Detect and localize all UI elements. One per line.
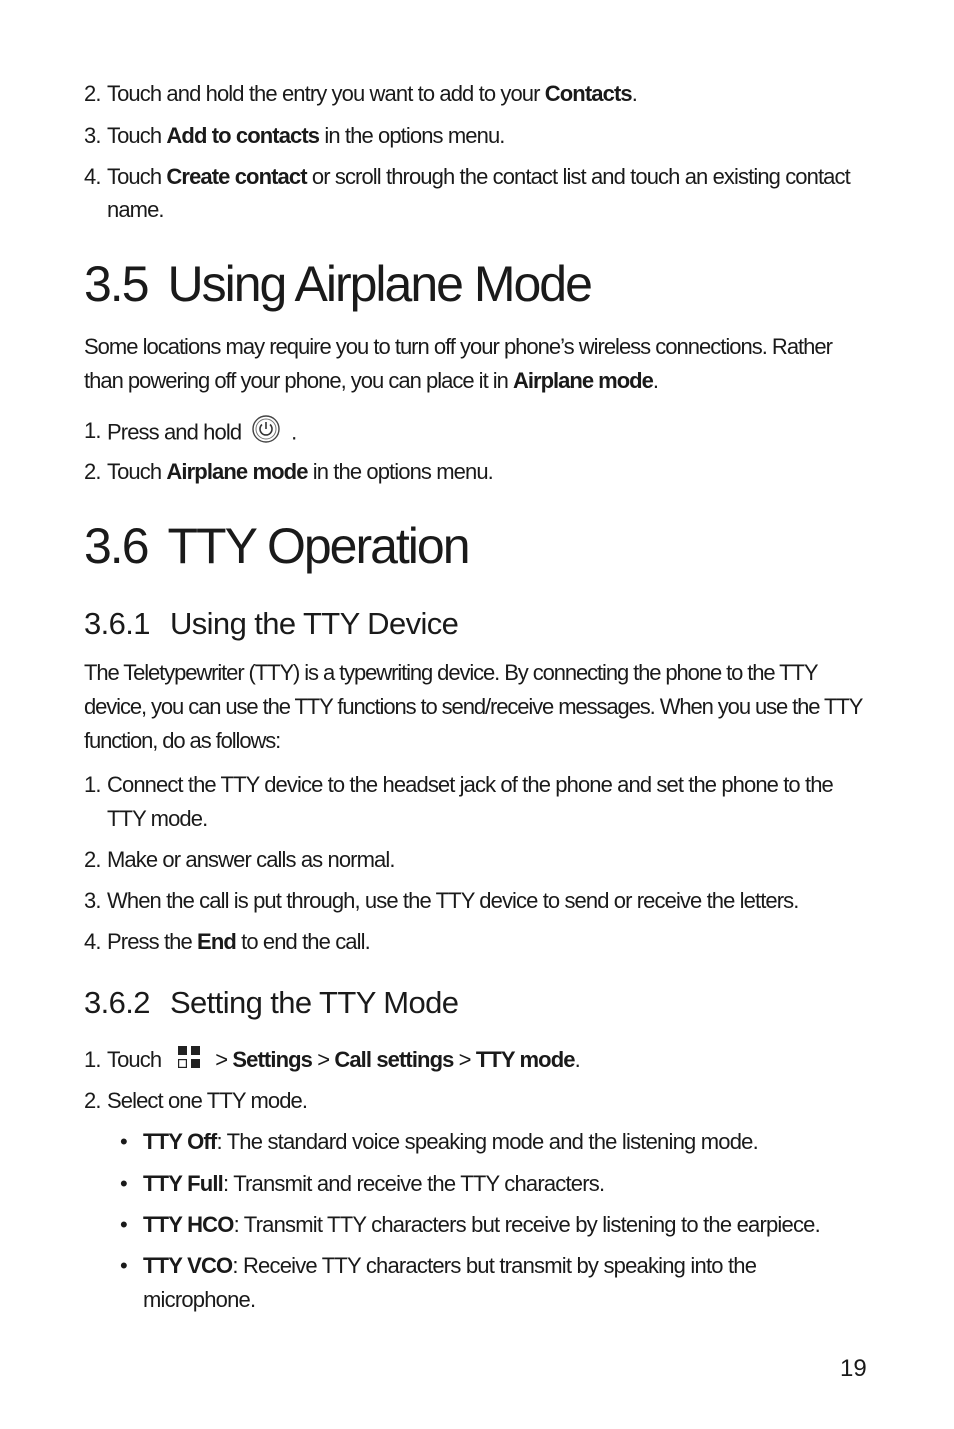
step-4-create-contact: [84, 160, 874, 226]
bold-term: TTY HCO: [143, 1212, 234, 1237]
step-3-add-to-contacts: [84, 119, 874, 152]
step-number: 4.: [84, 929, 101, 954]
step-text: Touch Add to contacts in the options menu.: [107, 123, 505, 148]
bold-term-call-settings: Call settings: [334, 1047, 454, 1072]
step-text: Touch Airplane mode in the options menu.: [107, 459, 493, 484]
bullet-tty-off: • TTY Off: The standard voice speaking mode and the listening mode.: [120, 1125, 860, 1159]
tty-device-step-2: [84, 843, 874, 876]
step-text: Select one TTY mode.: [107, 1088, 308, 1113]
step-number: 4.: [84, 164, 101, 189]
bold-term: TTY Off: [143, 1129, 217, 1154]
bold-term-settings: Settings: [232, 1047, 312, 1072]
bullet-marker: •: [120, 1253, 127, 1278]
bullet-marker: •: [120, 1171, 127, 1196]
bullet-marker: •: [120, 1212, 127, 1237]
power-icon: [251, 414, 281, 453]
step-text: Press and hold .: [84, 414, 874, 453]
heading-airplane-mode: [84, 254, 591, 314]
heading-setting-tty-mode: [84, 983, 458, 1023]
airplane-step-2: [84, 455, 874, 488]
step-number: 1.: [84, 418, 101, 443]
step-number: 3.: [84, 888, 101, 913]
section-number: 3.5: [84, 256, 148, 312]
step-number: 2.: [84, 847, 101, 872]
subsection-title: Setting the TTY Mode: [169, 985, 459, 1020]
step-number: 3.: [84, 123, 101, 148]
section-title: TTY Operation: [167, 518, 469, 574]
heading-using-tty-device: [84, 604, 458, 644]
step-number: 1.: [84, 772, 101, 797]
step-number: 2.: [84, 81, 101, 106]
step-text: Make or answer calls as normal.: [107, 847, 395, 872]
tty-device-step-4: [84, 925, 874, 958]
bold-term: Airplane mode: [166, 459, 308, 484]
section-title: Using Airplane Mode: [167, 256, 591, 312]
page-number: 19: [840, 1355, 867, 1382]
subsection-number: 3.6.1: [84, 606, 150, 641]
section-number: 3.6: [84, 518, 148, 574]
apps-grid-icon: [177, 1045, 201, 1078]
step-text: When the call is put through, use the TTY device to send or receive the letters.: [107, 888, 799, 913]
tty-device-step-1: [84, 768, 874, 836]
bullet-tty-hco: • TTY HCO: Transmit TTY characters but receive by listening to the earpiece.: [120, 1208, 860, 1242]
subsection-number: 3.6.2: [84, 985, 150, 1020]
bold-term: Create contact: [166, 164, 307, 189]
heading-tty-operation: [84, 516, 469, 576]
bold-term: Add to contacts: [166, 123, 320, 148]
bold-term: Airplane mode: [513, 368, 653, 393]
subsection-title: Using the TTY Device: [169, 606, 459, 641]
bold-term: Contacts: [544, 81, 632, 106]
tty-mode-step-1: [84, 1043, 874, 1078]
bold-term: TTY Full: [143, 1171, 223, 1196]
step-2-add-contact: [84, 77, 874, 110]
step-text: Touch Create contact or scroll through the contact list and touch an existing contact name.: [107, 164, 850, 222]
step-text: Touch and hold the entry you want to add to your Contacts.: [107, 81, 637, 106]
bold-term-tty-mode: TTY mode: [475, 1047, 575, 1072]
step-number: 1.: [84, 1047, 101, 1072]
bold-term: TTY VCO: [143, 1253, 233, 1278]
step-number: 2.: [84, 459, 101, 484]
airplane-step-1: [84, 414, 874, 453]
step-text: Press the End to end the call.: [107, 929, 370, 954]
step-text: Connect the TTY device to the headset jack of the phone and set the phone to the TTY mode.: [107, 772, 833, 831]
bullet-tty-vco: • TTY VCO: Receive TTY characters but transmit by speaking into the microphone.: [120, 1249, 860, 1317]
bullet-tty-full: • TTY Full: Transmit and receive the TTY characters.: [120, 1167, 860, 1201]
airplane-intro-paragraph: Some locations may require you to turn off your phone’s wireless connections. Rather than powering off your phone, you can place it in Airplane mode.: [84, 334, 832, 393]
bullet-marker: •: [120, 1129, 127, 1154]
tty-mode-step-2: [84, 1084, 874, 1117]
tty-device-step-3: [84, 884, 874, 917]
step-text: Touch > Settings > Call settings > TTY mode.: [84, 1043, 874, 1078]
tty-device-intro-paragraph: The Teletypewriter (TTY) is a typewriting device. By connecting the phone to the TTY device, you can use the TTY functions to send/receive messages. When you use the TTY function, do as follows:: [84, 660, 862, 753]
bold-term: End: [197, 929, 236, 954]
step-number: 2.: [84, 1088, 101, 1113]
